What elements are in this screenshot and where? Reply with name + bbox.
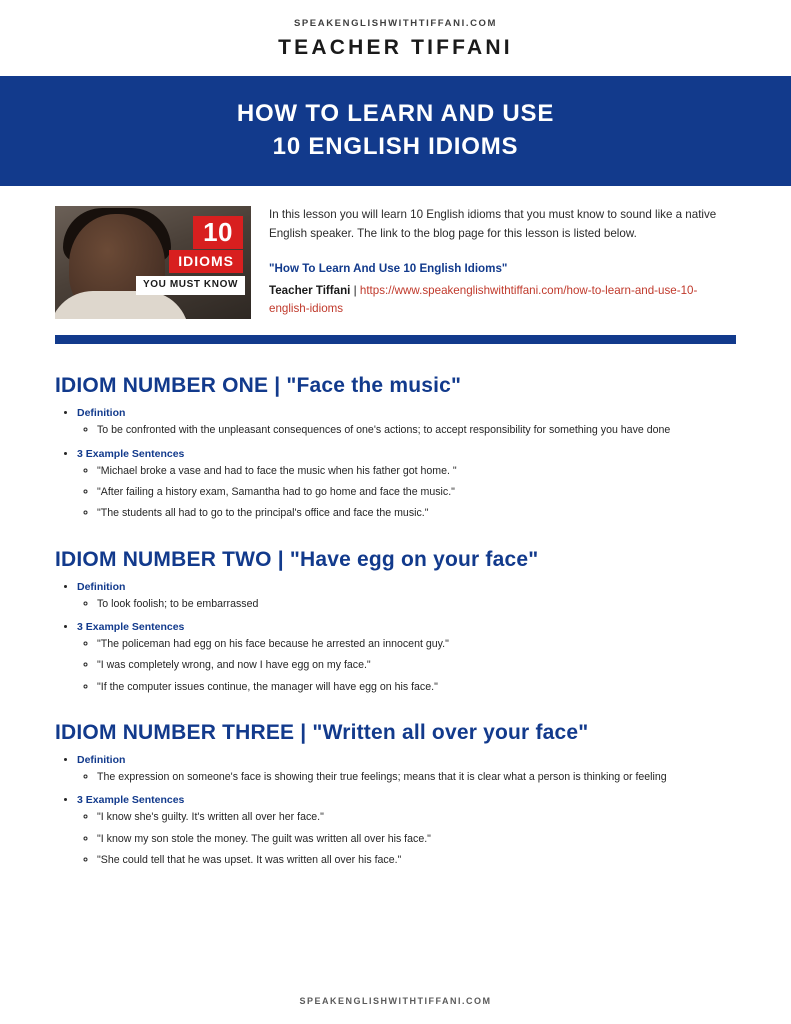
title-banner (0, 76, 791, 186)
definition-list (77, 423, 736, 438)
section-divider (55, 335, 736, 344)
footer-text: SPEAKENGLISHWITHTIFFANI.COM (299, 996, 492, 1006)
lesson-title-text: "How To Learn And Use 10 English Idioms" (269, 261, 508, 275)
examples-label (77, 794, 736, 868)
example-sentence: ◦ "If the computer issues continue, the manager will have egg on his face." (97, 680, 736, 695)
examples-label (77, 448, 736, 522)
examples-label-text: 3 Example Sentences (77, 447, 185, 460)
definition-text: ◦ To look foolish; to be embarrassed (97, 597, 736, 612)
example-sentence: ◦ "She could tell that he was upset. It was written all over his face." (97, 853, 736, 868)
thumbnail-shoulder-shape (55, 291, 189, 319)
examples-label-text: 3 Example Sentences (77, 794, 185, 807)
thumbnail-badge-sub: YOU MUST KNOW (136, 276, 245, 295)
example-sentence: ◦ "The policeman had egg on his face because he arrested an innocent guy." (97, 637, 736, 652)
definition-label (77, 581, 736, 612)
brand-title: TEACHER TIFFANI (278, 36, 513, 59)
idiom-heading: IDIOM NUMBER TWO | "Have egg on your face" (55, 547, 539, 571)
definition-list (77, 597, 736, 612)
examples-list (77, 810, 736, 868)
examples-list (77, 637, 736, 695)
definition-label-text: Definition (77, 580, 126, 593)
intro-paragraph: In this lesson you will learn 10 English idioms that you must know to sound like a native English speaker. The link to the blog page for this lesson is listed below. (269, 208, 717, 240)
examples-label (77, 621, 736, 695)
example-sentence: ◦ "Michael broke a vase and had to face the music when his father got home. " (97, 464, 736, 479)
byline (269, 282, 736, 320)
page-header (0, 0, 791, 60)
intro-block (0, 186, 791, 319)
page-footer (0, 996, 791, 1006)
example-sentence: ◦ "I was completely wrong, and now I have egg on my face." (97, 658, 736, 673)
idiom-list (55, 581, 736, 695)
examples-list (77, 464, 736, 522)
thumbnail-badge-word: IDIOMS (169, 250, 243, 273)
example-sentence: ◦ "After failing a history exam, Samantha had to go home and face the music." (97, 485, 736, 500)
banner-line-1: HOW TO LEARN AND USE (236, 100, 555, 127)
intro-text-block (269, 206, 736, 319)
idiom-list (55, 754, 736, 868)
idiom-section-two (55, 548, 736, 695)
site-url-text: SPEAKENGLISHWITHTIFFANI.COM (293, 18, 498, 29)
idioms-content (0, 374, 791, 868)
definition-label (77, 754, 736, 785)
definition-list (77, 770, 736, 785)
banner-line-2: 10 ENGLISH IDIOMS (272, 133, 519, 161)
definition-text: ◦ The expression on someone's face is showing their true feelings; means that it is clear what a person is thinking or feeling (97, 770, 736, 785)
idiom-heading: IDIOM NUMBER THREE | "Written all over your face" (55, 721, 589, 745)
idiom-list (55, 407, 736, 521)
example-sentence: ◦ "The students all had to go to the principal's office and face the music." (97, 506, 736, 521)
examples-label-text: 3 Example Sentences (77, 621, 185, 634)
idiom-heading: IDIOM NUMBER ONE | "Face the music" (55, 374, 462, 398)
lesson-thumbnail-image (55, 206, 251, 319)
author-name: Teacher Tiffani (269, 283, 351, 297)
byline-separator: | (350, 283, 360, 297)
example-sentence: ◦ "I know she's guilty. It's written all over her face." (97, 810, 736, 825)
lesson-link[interactable]: https://www.speakenglishwithtiffani.com/how-to-learn-and-use-10-english-idioms (269, 283, 698, 316)
definition-label-text: Definition (77, 407, 126, 420)
idiom-section-one (55, 374, 736, 521)
definition-label (77, 407, 736, 438)
thumbnail-badge-number: 10 (193, 216, 243, 249)
definition-label-text: Definition (77, 754, 126, 767)
example-sentence: ◦ "I know my son stole the money. The guilt was written all over his face." (97, 832, 736, 847)
idiom-section-three (55, 721, 736, 868)
definition-text: ◦ To be confronted with the unpleasant consequences of one's actions; to accept responsibility for something you have done (97, 423, 736, 438)
